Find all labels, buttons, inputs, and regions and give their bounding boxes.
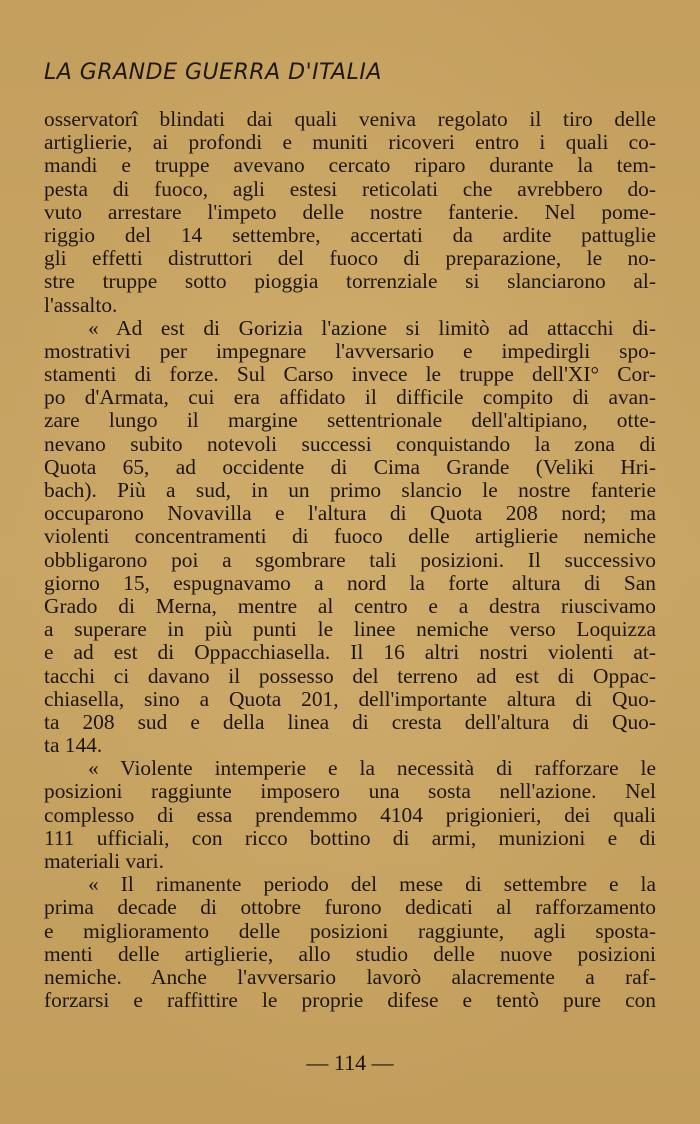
text-line: chiasella, sino a Quota 201, dell'importante altura di Quo- — [44, 686, 656, 711]
body-text — [44, 108, 656, 1012]
text-line: materiali vari. — [44, 849, 164, 873]
text-line: obbligarono poi a sgombrare tali posizioni. Il successivo — [44, 547, 656, 572]
text-line: stamenti di forze. Sul Carso invece le truppe dell'XI° Cor- — [44, 362, 656, 387]
text-line: bach). Più a sud, in un primo slancio le nostre fanterie — [44, 478, 656, 502]
text-line: nevano subito notevoli successi conquistando la zona di — [44, 431, 656, 456]
text-line: ta 144. — [44, 733, 103, 758]
text-line: stre truppe sotto pioggia torrenziale si slanciarono al- — [44, 269, 656, 294]
paragraph — [44, 108, 656, 317]
text-line: complesso di essa prendemmo 4104 prigionieri, dei quali — [44, 802, 656, 827]
text-line: osservatorî blindati dai quali veniva regolato il tiro delle — [44, 107, 656, 131]
text-line: forzarsi e raffittire le proprie difese e tentò pure con — [44, 988, 656, 1013]
text-line: posizioni raggiunte imposero una sosta nell'azione. Nel — [44, 779, 656, 804]
paragraph — [44, 317, 656, 758]
text-line: Grado di Merna, mentre al centro e a destra riuscivamo — [44, 593, 656, 618]
text-line: « Violente intemperie e la necessità di rafforzare le — [88, 756, 656, 781]
text-line: giorno 15, espugnavamo a nord la forte altura di San — [44, 570, 656, 595]
text-line: l'assalto. — [44, 292, 118, 317]
text-line: pesta di fuoco, agli estesi reticolati che avrebbero do- — [44, 176, 656, 201]
text-line: menti delle artiglierie, allo studio delle nuove posizioni — [44, 941, 656, 966]
page-number: — 114 — — [306, 1050, 394, 1075]
paragraph — [44, 873, 656, 1012]
text-line: 111 ufficiali, con ricco bottino di armi, munizioni e di — [44, 825, 656, 850]
text-line: nemiche. Anche l'avversario lavorò alacremente a raf- — [44, 964, 656, 989]
text-line: violenti concentramenti di fuoco delle artiglierie nemiche — [44, 524, 656, 549]
text-line: « Il rimanente periodo del mese di settembre e la — [88, 872, 656, 897]
text-line: occuparono Novavilla e l'altura di Quota 208 nord; ma — [44, 501, 656, 526]
text-line: gli effetti distruttori del fuoco di preparazione, le no- — [44, 246, 656, 271]
text-line: ta 208 sud e della linea di cresta dell'altura di Quo- — [44, 709, 656, 734]
text-line: Quota 65, ad occidente di Cima Grande (Veliki Hri- — [44, 454, 656, 479]
text-line: a superare in più punti le linee nemiche verso Loquizza — [44, 617, 656, 642]
text-line: po d'Armata, cui era affidato il difficile compito di avan- — [44, 385, 656, 410]
text-line: vuto arrestare l'impeto delle nostre fanterie. Nel pome- — [44, 199, 656, 224]
paragraph — [44, 757, 656, 873]
book-page — [44, 0, 656, 1124]
text-line: tacchi ci davano il possesso del terreno ad est di Oppac- — [44, 663, 656, 688]
text-line: e ad est di Oppacchiasella. Il 16 altri nostri violenti at- — [44, 640, 656, 665]
text-line: mandi e truppe avevano cercato riparo durante la tem- — [44, 153, 656, 178]
text-line: « Ad est di Gorizia l'azione si limitò ad attacchi di- — [88, 315, 656, 340]
running-head: LA GRANDE GUERRA D'ITALIA — [44, 60, 382, 85]
text-line: zare lungo il margine settentrionale dell'altipiano, otte- — [44, 408, 656, 433]
text-line: artiglierie, ai profondi e muniti ricoveri entro i quali co- — [44, 130, 656, 155]
text-line: mostrativi per impegnare l'avversario e impedirgli spo- — [44, 338, 656, 363]
text-line: prima decade di ottobre furono dedicati al rafforzamento — [44, 895, 656, 920]
text-line: riggio del 14 settembre, accertati da ardite pattuglie — [44, 222, 656, 247]
text-line: e miglioramento delle posizioni raggiunte, agli sposta- — [44, 918, 656, 943]
